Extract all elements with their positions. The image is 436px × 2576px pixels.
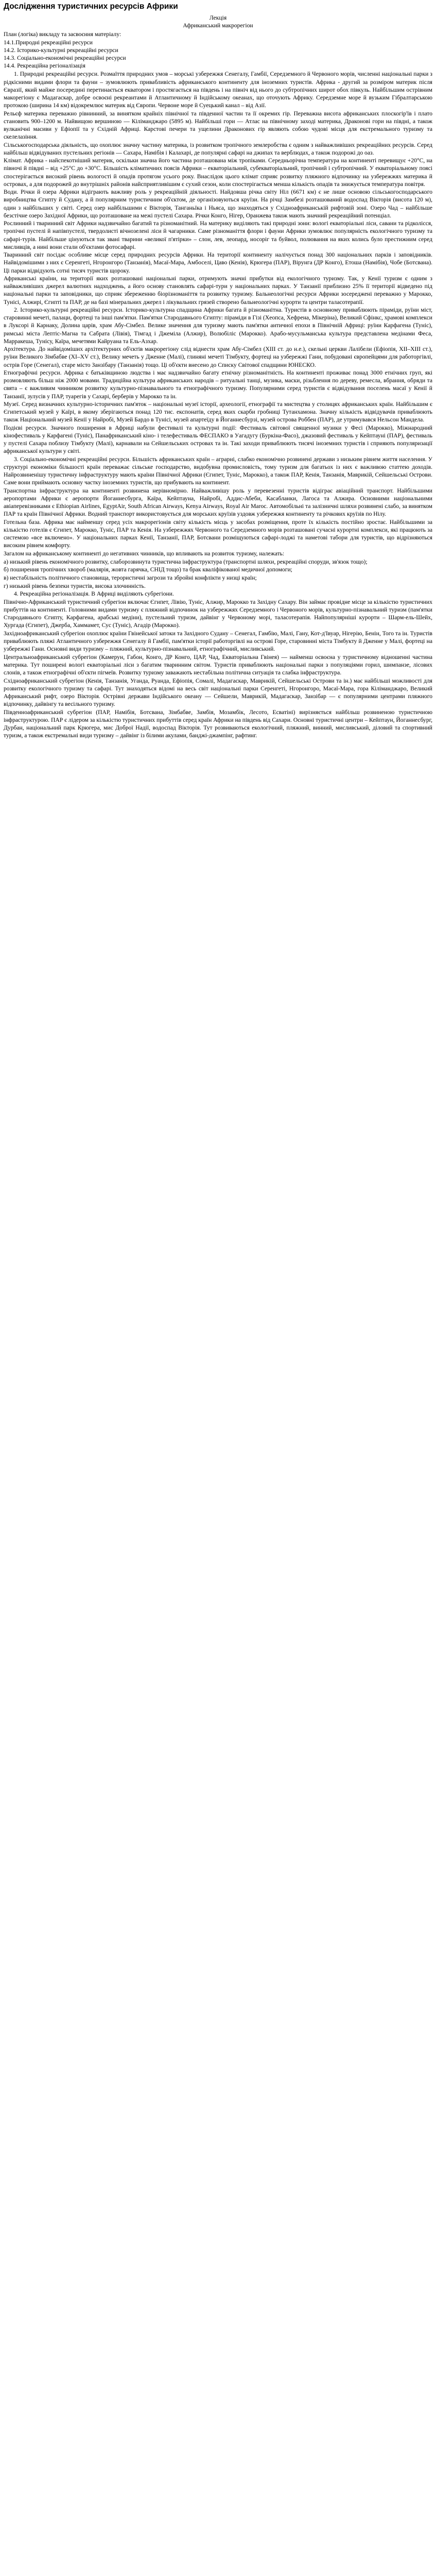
- paragraph: Етнографічні ресурси. Африка є батьківщиною людства і має надзвичайно багату етнічну різноманітність. На континенті проживає понад 3000 етнічних груп, які розмовляють більш ніж 2000 мовами. Традиційна культура африканських народів – ритуальні танці, музика, маски, різьблення по дереву, ремесла, вбрання, обряди та свята – є важливим чинником розвитку культурно-пізнавального та етнографічного туризму. Популярними серед туристів є відвідування поселень масаї у Кенії й Танзанії, зулусів у ПАР, туарегів у Сахарі, берберів у Марокко та ін.: [4, 369, 432, 400]
- paragraph: 3. Соціально-економічні рекреаційні ресурси. Більшість африканських країн – аграрні, слабко економічно розвинені держави з низьким рівнем життя населення. У структурі економіки більшості країн переважає сільське господарство, видобувна промисловість, тому туризм для багатьох із них є важливою статтею доходів. Найрозвиненішу туристичну інфраструктуру мають країни Північної Африки (Єгипет, Туніс, Марокко), а також ПАР, Кенія, Танзанія, Маврикій, Сейшельські Острови. Саме вони приймають основну частку іноземних туристів, що прибувають на континент.: [4, 456, 432, 486]
- paragraph: Східноафриканський субрегіон (Кенія, Танзанія, Уганда, Руанда, Ефіопія, Сомалі, Мадагаскар, Маврикій, Сейшельські Острови та ін.) має найбільші можливості для розвитку екологічного туризму та сафарі. Тут знаходяться відомі на весь світ національні парки Серенгеті, Нгоронгоро, Масаї-Мара, гора Кіліманджаро, Великий Африканський рифт, озеро Вікторія. Острівні держави Індійського океану — Сейшели, Маврикій, Мадагаскар, Занзібар — є популярними центрами пляжного відпочинку, дайвінгу та весільного туризму.: [4, 677, 432, 707]
- document-body: [4, 70, 432, 739]
- plan-list: [4, 39, 432, 70]
- paragraph: Загалом на африканському континенті до негативних чинників, що впливають на розвиток туризму, належать:: [4, 550, 285, 557]
- document-subject: Африканський макрорегіон: [183, 22, 253, 29]
- paragraph: 4. Рекреаційна регіоналізація. В Африці виділяють субрегіони.: [14, 590, 174, 598]
- plan-title: План (логіка) викладу та засвоєння матеріалу:: [4, 30, 121, 38]
- paragraph: Готельна база. Африка має найменшу серед усіх макрорегіонів світу кількість місць у засобах розміщення, проте їх кількість постійно зростає. Найбільшими за кількістю готелів є Єгипет, Марокко, Туніс, ПАР та Кенія. На узбережжях Червоного та Середземного морів розташовані сучасні курортні комплекси, які працюють за системою «все включено». У національних парках Кенії, Танзанії, ПАР, Ботсвани розміщуються сафарі-лоджі та наметові табори для туристів, що відрізняються високим рівнем комфорту.: [4, 519, 432, 549]
- paragraph: Транспортна інфраструктура на континенті розвинена нерівномірно. Найважливішу роль у перевезенні туристів відіграє авіаційний транспорт. Найбільшими аеропортами Африки є аеропорти Йоганнесбурга, Каїра, Кейптауна, Найробі, Аддис-Абеби, Касабланки, Лагоса та Алжира. Основними національними авіаперевізниками є Ethiopian Airlines, EgyptAir, South African Airways, Kenya Airways, Royal Air Maroc. Автомобільні та залізничні шляхи розвинені слабо, за винятком ПАР та країн Північної Африки. Водний транспорт використовується для морських круїзів уздовж узбережжя континенту та річкових круїзів по Нілу.: [4, 487, 432, 518]
- document-page: [0, 0, 436, 744]
- list-item: г) низький рівень безпеки туристів, висока злочинність.: [4, 582, 146, 589]
- plan-item: 14.3. Соціально-економічні рекреаційні ресурси: [4, 55, 126, 62]
- plan-item: 14.2. Історико-культурні рекреаційні ресурси: [4, 47, 118, 54]
- document-title: Дослідження туристичних ресурсів Африки: [4, 2, 178, 11]
- paragraph: Води. Річки й озера Африки відіграють важливу роль у рекреаційній діяльності. Найдовша річка світу Ніл (6671 км) є не лише основою сільськогосподарського виробництва Єгипту й Судану, а й популярним туристичним об'єктом, де організовуються круїзи. На річці Замбезі розташований водоспад Вікторія (висота 120 м), один з найбільших у світі. Серед озер найбільшими є Вікторія, Танганьїка і Ньяса, що знаходяться у Східноафриканській рифтовій зоні. Озеро Чад – найбільше безстічне озеро Західної Африки, що розташоване на межі пустелі Сахара. Річки Конго, Нігер, Оранжева також мають значний рекреаційний потенціал.: [4, 189, 432, 219]
- paragraph: Північно-Африканський туристичний субрегіон включає Єгипет, Лівію, Туніс, Алжир, Марокко та Західну Сахару. Він займає провідне місце за кількістю туристичних прибуттів на континенті. Головними видами туризму є пляжний відпочинок на узбережжях Середземного і Червоного морів, культурно-пізнавальний туризм (пам'ятки Стародавнього Єгипту, Карфагена, арабські медіни), пустельний туризм, дайвінг у Червоному морі, таласотерапія. Найпопулярніші курорти – Шарм-ель-Шейх, Хургада (Єгипет), Джерба, Хаммамет, Сус (Туніс), Агадір (Марокко).: [4, 598, 432, 629]
- paragraph: Тваринний світ посідає особливе місце серед природних ресурсів Африки. На території континенту налічується понад 300 національних парків і заповідників. Найвідомішими з них є Серенгеті, Нгоронгоро (Танзанія), Масаї-Мара, Амбоселі, Цаво (Кенія), Крюгера (ПАР), Вірунга (ДР Конго), Етоша (Намібія), Чобе (Ботсвана). Ці парки відвідують сотні тисяч туристів щороку.: [4, 251, 432, 274]
- paragraph: Західноафриканський субрегіон охоплює країни Гвінейської затоки та Західного Судану – Сенегал, Гамбію, Малі, Гану, Кот-д'Івуар, Нігерію, Бенін, Того та ін. Туристів приваблюють пляжі Атлантичного узбережжя Сенегалу й Гамбії, пам'ятки історії работоргівлі на острові Горе, старовинні міста Тімбукту й Дженне у Малі, фортеці на узбережжі Гани. Основні види туризму – пляжний, культурно-пізнавальний, етнографічний, мисливський.: [4, 630, 432, 653]
- paragraph: Музеї. Серед визначних культурно-історичних пам'яток – національні музеї історії, археології, етнографії та мистецтва у столицях африканських країн. Найбільшим є Єгипетський музей у Каїрі, в якому зберігаються понад 120 тис. експонатів, серед яких скарби гробниці Тутанхамона. Значну кількість відвідувачів приваблюють також Національний музей Кенії у Найробі, Музей Бардо в Тунісі, музей апартеїду в Йоганнесбурзі, музей острова Роббен (ПАР), де утримувався Нельсон Мандела.: [4, 401, 432, 423]
- paragraph: Південноафриканський субрегіон (ПАР, Намібія, Ботсвана, Зімбабве, Замбія, Мозамбік, Лесото, Есватіні) вирізняється найбільш розвиненою туристичною інфраструктурою. ПАР є лідером за кількістю туристичних прибуттів серед країн Африки на південь від Сахари. Основні туристичні центри – Кейптаун, Йоганнесбург, Дурбан, національний парк Крюгера, мис Доброї Надії, водоспад Вікторія. Тут розвиваються екологічний, пляжний, винний, мисливський, діловий та спортивний туризм, а також екстремальні види туризму – дайвінг із білими акулами, банджі-джампінг, рафтинг.: [4, 708, 432, 739]
- plan-item: 14.1.Природні рекреаційні ресурси: [4, 39, 93, 46]
- paragraph: Рельєф материка переважно рівнинний, за винятком крайніх північної та південної частин та її окремих гір. Переважна висота африканських плоскогір'їв і плато становить 900–1200 м. Найвищою вершиною — Кіліманджаро (5895 м). Найбільші гори — Атлас на північному заході материка, Драконові гори на півдні, а також вулканічні масиви у Ефіопії та у Східній Африці. Карстові печери та ущелини Драконових гір являють собою чудові місця для екстремального туризму та скелелазіння.: [4, 110, 432, 140]
- plan-item: 14.4. Рекреаційна регіоналізація: [4, 62, 85, 70]
- paragraph: Рослинний і тваринний світ Африки надзвичайно багатий та різноманітний. На материку виділяють такі природні зони: вологі екваторіальні ліси, савани та рідколісся, тропічні пустелі й напівпустелі, твердолисті вічнозелені ліси й чагарники. Саме різноманіття флори і фауни Африки зумовлює популярність екологічного туризму та сафарі-турів. Найбільше цінуються так звані тварини «великої п'ятірки» – слон, лев, леопард, носоріг та буйвол, полювання на яких колись було престижним серед мисливців, а нині вони стали об'єктами фотосафарі.: [4, 220, 432, 250]
- paragraph: 2. Історико-культурні рекреаційні ресурси. Історико-культурна спадщина Африки багата й різноманітна. Туристів в основному приваблюють пірамiди, руїни міст, старовинні мечеті, палаци, фортеці та інші пам'ятки. Пам'ятки Стародавнього Єгипту: піраміди в Гізі (Хеопса, Хефрена, Мікеріна), Великий Сфінкс, храмові комплекси в Луксорі й Карнаку, Долина царів, храм Абу-Сімбел. Велике значення для туризму мають пам'ятки античної епохи в Північній Африці: руїни Карфагена (Туніс), римські міста Лептіс-Магна та Сабрата (Лівія), Тімгад і Джеміла (Алжир), Волюбіліс (Марокко). Арабо-мусульманська культура представлена медінами Феса, Марракеша, Тунісу, Каїра, мечетями Кайруана та Ель-Азхар.: [4, 307, 432, 345]
- paragraph: Архітектура. До найвідоміших архітектурних об'єктів макрорегіону слід віднести храм Абу-Сімбел (ХІІІ ст. до н.е.), скельні церкви Лалібели (Ефіопія, ХІІ–ХІІІ ст.), руїни Великого Зімбабве (ХІ–XV ст.), Велику мечеть у Дженне (Малі), глиняні мечеті Тімбукту, фортеці на узбережжі Гани, побудовані європейцями для работоргівлі, острів Горе (Сенегал), старе місто Занзібару (Танзанія) тощо. Ці об'єкти внесено до Списку Світової спадщини ЮНЕСКО.: [4, 346, 432, 368]
- paragraph: Центральноафриканський субрегіон (Камерун, Габон, Конго, ДР Конго, ЦАР, Чад, Екваторіальна Гвінея) — найменш освоєна у туристичному відношенні частина материка. Тут поширені вологі екваторіальні ліси з багатим тваринним світом. Туристів приваблюють національні парки з популяціями горил, шимпанзе, лісових слонів, а також етнографічні об'єкти пігмеїв. Розвитку туризму заважають нестабільна політична ситуація та слабка інфраструктура.: [4, 653, 432, 676]
- paragraph: 1. Природні рекреаційні ресурси. Розмаїття природних умов – морські узбережжя Сенегалу, Гамбії, Середземного й Червоного морів, численні національні парки з рідкісними видами флори та фауни – зумовлюють привабливість африканського континенту для іноземних туристів. Африка - другий за розміром материк після Євразії, який майже посередині перетинається екватором і простягається на південь і на північ від нього до субтропічних широт обох півкуль. Найбільшим острівним макорегіону є Мадагаскар, добре освоєні рекреантами й Атлантичному й Індійському океанах, що оточують Африку. Середземне море й вузьким Гібралтарською протокою (ширина 14 км) відокремлює материк від Європи. Червоне море й Суецький канал – від Азії.: [4, 71, 432, 109]
- paragraph: Африканські країни, на території яких розташовані національні парки, отримують значні прибутки від екологічного туризму. Так, у Кенії туризм є одним з найважливіших джерел валютних надходжень, а його основу становлять сафарі-тури у національних парках. У Танзанії приблизно 25% її території відведено під національні парки та заповідники, що сприяє збереженню біорізноманіття та розвитку туризму. Бальнеологічні ресурси Африки зосереджені переважно у Марокко, Тунісі, Алжирі, Єгипті та ПАР, де на базі мінеральних джерел і лікувальних грязей створено бальнеологічні курорти та центри таласотерапії.: [4, 275, 432, 306]
- document-subtitle: Лекція: [209, 14, 227, 21]
- paragraph: Клімат. Африка - найспекотніший материк, оскільки значна його частина розташована між тропіками. Середньорічна температура на континенті перевищує +20°С, на півночі й півдні – від +25°С до +30°С. Більшість кліматичних поясів Африки – екваторіальний, субекваторіальний, тропічний і субтропічний. У екваторіальному поясі спостерігається високий рівень вологості й опадів протягом усього року. Внаслідок цього клімат сприяє розвитку пляжного відпочинку на узбережжях материка й островах, а для подорожей до внутрішніх районів найсприятливішим є сухий сезон, коли спостерігається менша кількість опадів та знижується температура повітря.: [4, 157, 432, 188]
- list-item: в) нестабільність політичного становища, терористичні загрози та збройні конфлікти у низці країн;: [4, 574, 257, 581]
- list-item: а) низький рівень економічного розвитку, слаборозвинута туристична інфраструктура (транспортні шляхи, рекреаційні споруди, зв'язок тощо);: [4, 558, 368, 565]
- paragraph: Подієві ресурси. Значного поширення в Африці набули фестивалі та культурні події: Фестиваль світової священної музики у Фесі (Марокко), Міжнародний кінофестиваль у Карфагені (Туніс), Панафриканський кіно- і телефестиваль ФЕСПАКО в Уагадугу (Буркіна-Фасо), джазовий фестиваль у Кейптауні (ПАР), фестиваль у пустелі Сахара поблизу Тімбукту (Малі), карнавали на Сейшельських островах та ін. Такі заходи приваблюють тисячі іноземних туристів і сприяють популяризації африканської культури у світі.: [4, 425, 432, 455]
- list-item: б) поширення тропічних хвороб (малярія, жовта гарячка, СНІД тощо) та брак кваліфікованої медичної допомоги;: [4, 566, 292, 573]
- paragraph: Сільськогосподарська діяльність, що охоплює значну частину материка, із розвитком тропічного землеробства є одним з найважливіших рекреаційних ресурсів. Серед найбільш відвідуваних пустельних регіонів — Сахара, Намібія і Калахарі, де популярні сафарі на джипах та верблюдах, а також подорожі до оаз.: [4, 141, 432, 156]
